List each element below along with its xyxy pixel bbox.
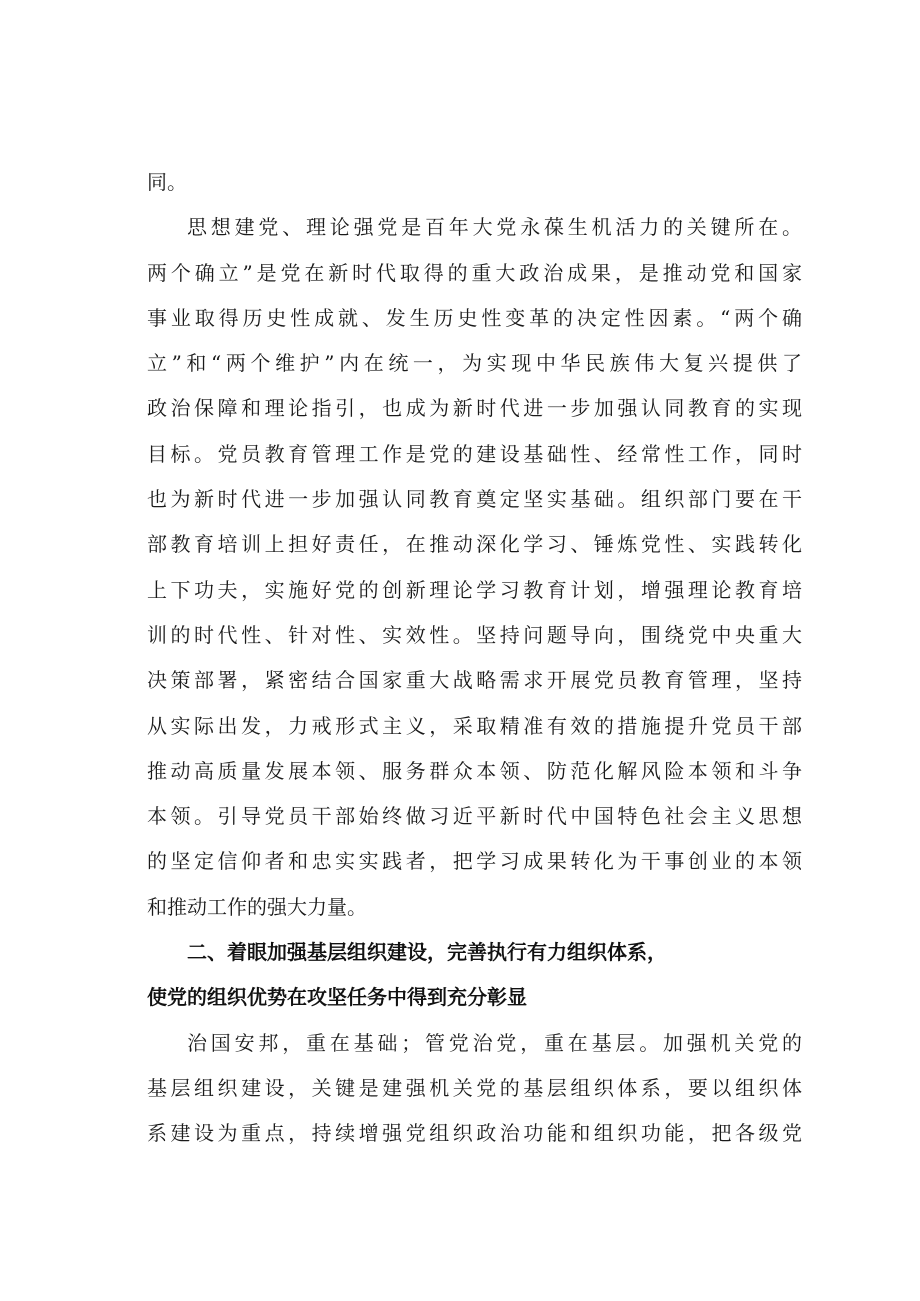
- document-body: [147, 160, 802, 1157]
- paragraph-1-line: 思想建党、理论强党是百年大党永葆生机活力的关键所在。: [187, 215, 802, 240]
- paragraph-1-line: 的坚定信仰者和忠实实践者，把学习成果转化为干事创业的本领: [147, 849, 802, 874]
- paragraph-continuation-line: 同。: [147, 170, 187, 194]
- paragraph-1-line: 立”和“两个维护”内在统一，为实现中华民族伟大复兴提供了: [147, 351, 802, 376]
- paragraph-1-line: 部教育培训上担好责任，在推动深化学习、锤炼党性、实践转化: [147, 532, 802, 557]
- paragraph-1-line: 目标。党员教育管理工作是党的建设基础性、经常性工作，同时: [147, 441, 802, 466]
- paragraph-1-line: 政治保障和理论指引，也成为新时代进一步加强认同教育的实现: [147, 396, 802, 421]
- paragraph-1-line: 事业取得历史性成就、发生历史性变革的决定性因素。“两个确: [147, 305, 802, 330]
- paragraph-2-line: 系建设为重点，持续增强党组织政治功能和组织功能，把各级党: [147, 1121, 802, 1146]
- section-heading-line: 使党的组织优势在攻坚任务中得到充分彰显: [147, 985, 527, 1010]
- paragraph-1-line: 从实际出发，力戒形式主义，采取精准有效的措施提升党员干部: [147, 713, 802, 738]
- paragraph-1-line: 两个确立”是党在新时代取得的重大政治成果，是推动党和国家: [147, 260, 802, 285]
- paragraph-1-line: 和推动工作的强大力量。: [147, 894, 367, 919]
- paragraph-1-line: 上下功夫，实施好党的创新理论学习教育计划，增强理论教育培: [147, 577, 802, 602]
- paragraph-2-line: 基层组织建设，关键是建强机关党的基层组织体系，要以组织体: [147, 1075, 802, 1100]
- paragraph-1-line: 本领。引导党员干部始终做习近平新时代中国特色社会主义思想: [147, 804, 802, 829]
- paragraph-1-line: 训的时代性、针对性、实效性。坚持问题导向，围绕党中央重大: [147, 622, 802, 647]
- paragraph-1-line: 也为新时代进一步加强认同教育奠定坚实基础。组织部门要在干: [147, 487, 802, 512]
- paragraph-1-line: 决策部署，紧密结合国家重大战略需求开展党员教育管理，坚持: [147, 668, 802, 693]
- section-heading-line: 二、着眼加强基层组织建设，完善执行有力组织体系，: [187, 940, 667, 965]
- paragraph-1-line: 推动高质量发展本领、服务群众本领、防范化解风险本领和斗争: [147, 758, 802, 783]
- paragraph-2-line: 治国安邦，重在基础；管党治党，重在基层。加强机关党的: [187, 1030, 802, 1055]
